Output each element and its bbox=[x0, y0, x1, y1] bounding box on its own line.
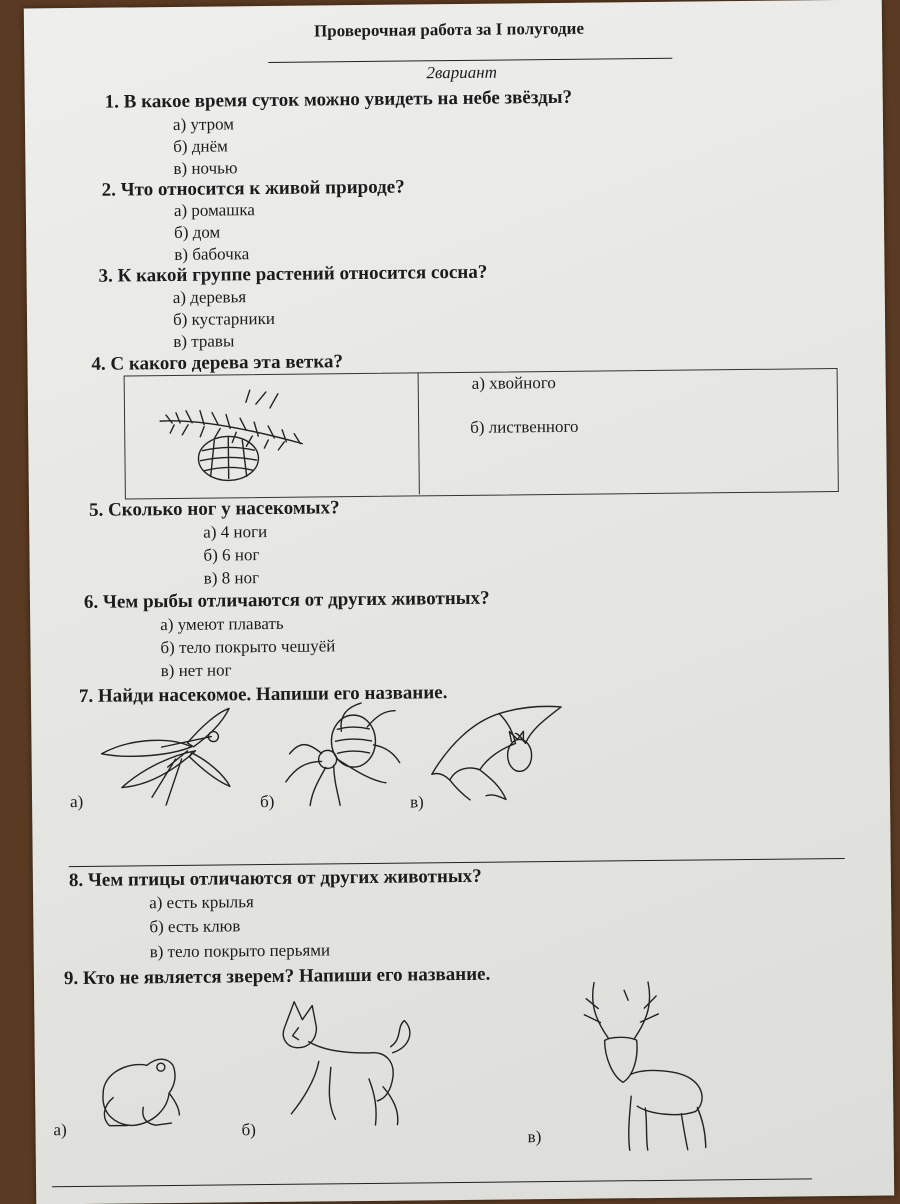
q5-option-a: а) 4 ноги bbox=[203, 522, 268, 542]
variant-label: 2вариант bbox=[426, 62, 498, 83]
worksheet-page bbox=[24, 0, 894, 1204]
q8-option-c: в) тело покрыто перьями bbox=[149, 940, 331, 962]
dog-illustration bbox=[264, 990, 415, 1132]
q4-option-a: а) хвойного bbox=[471, 372, 556, 393]
question-7: 7. Найди насекомое. Напиши его название. bbox=[78, 682, 448, 707]
dragonfly-illustration bbox=[91, 706, 232, 807]
q2-option-b: б) дом bbox=[174, 222, 221, 242]
question-2: 2. Что относится к живой природе? bbox=[101, 176, 405, 201]
q6-option-a: а) умеют плавать bbox=[160, 613, 284, 635]
q3-option-c: в) травы bbox=[173, 331, 235, 351]
q1-option-a: а) утром bbox=[172, 114, 235, 134]
q6-option-c: в) нет ног bbox=[160, 660, 232, 681]
q5-option-b: б) 6 ног bbox=[203, 545, 260, 565]
q8-option-a: а) есть крылья bbox=[149, 892, 254, 913]
page-title: Проверочная работа за I полугодие bbox=[313, 18, 585, 41]
q7-option-a: а) bbox=[69, 791, 84, 812]
q4-option-b: б) лиственного bbox=[470, 416, 579, 437]
deer-illustration bbox=[564, 977, 716, 1159]
question-8: 8. Чем птицы отличаются от других животных? bbox=[68, 865, 482, 892]
pine-branch-illustration bbox=[156, 384, 307, 486]
question-1: 1. В какое время суток можно увидеть на небе звёзды? bbox=[104, 86, 573, 113]
q3-option-a: а) деревья bbox=[172, 287, 247, 307]
spider-illustration bbox=[281, 701, 402, 807]
q1-option-c: в) ночью bbox=[173, 158, 238, 178]
q2-option-c: в) бабочка bbox=[174, 244, 250, 264]
question-6: 6. Чем рыбы отличаются от других животных? bbox=[83, 587, 490, 613]
question-9: 9. Кто не является зверем? Напиши его название. bbox=[63, 963, 491, 990]
q3-option-b: б) кустарники bbox=[172, 308, 275, 329]
q9-option-a: а) bbox=[53, 1120, 67, 1140]
question-4: 4. С какого дерева эта ветка? bbox=[91, 351, 344, 375]
q8-option-b: б) есть клюв bbox=[149, 916, 241, 937]
q6-option-b: б) тело покрыто чешуёй bbox=[160, 636, 336, 658]
q9-option-c: в) bbox=[527, 1127, 542, 1147]
frog-illustration bbox=[83, 1053, 184, 1134]
question-3: 3. К какой группе растений относится сосна? bbox=[98, 261, 488, 287]
q5-option-c: в) 8 ног bbox=[203, 568, 260, 588]
q7-option-b: б) bbox=[259, 791, 275, 812]
question-5: 5. Сколько ног у насекомых? bbox=[88, 497, 340, 521]
q1-option-b: б) днём bbox=[173, 136, 228, 156]
q7-option-c: в) bbox=[409, 792, 424, 812]
q9-answer-line bbox=[52, 1178, 812, 1187]
q9-option-b: б) bbox=[241, 1120, 256, 1140]
bat-illustration bbox=[429, 703, 570, 804]
q2-option-a: а) ромашка bbox=[173, 200, 255, 220]
